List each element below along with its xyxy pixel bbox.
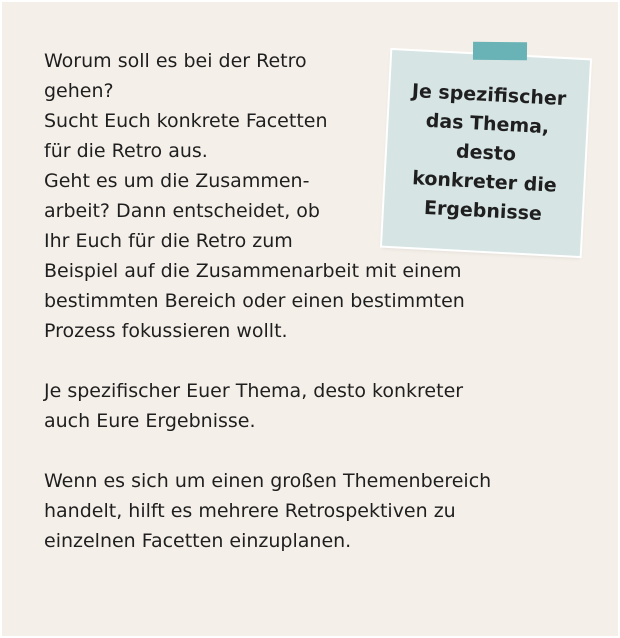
text-line: Wenn es sich um einen großen Themenbereich (44, 470, 492, 492)
text-line: gehen? (44, 80, 114, 102)
text-line: Worum soll es bei der Retro (44, 50, 307, 72)
text-line: Prozess fokussieren wollt. (44, 320, 288, 342)
text-line: Sucht Euch konkrete Facetten (44, 110, 328, 132)
text-line: Ihr Euch für die Retro zum (44, 230, 293, 252)
paragraph-gap (44, 436, 584, 466)
sticky-note-text (383, 76, 588, 231)
sticky-note-line: desto (455, 140, 517, 166)
sticky-note-line: konkreter die (411, 167, 558, 197)
sticky-note-line: Ergebnisse (423, 196, 543, 225)
text-line: Geht es um die Zusammen- (44, 170, 310, 192)
text-line: auch Eure Ergebnisse. (44, 410, 256, 432)
text-line: Beispiel auf die Zusammenarbeit mit einem (44, 260, 462, 282)
sticky-note-line: das Thema, (425, 109, 550, 139)
sticky-note (382, 50, 590, 256)
text-line: arbeit? Dann entscheidet, ob (44, 200, 320, 222)
text-line: bestimmten Bereich oder einen bestimmten (44, 290, 465, 312)
text-line: für die Retro aus. (44, 140, 208, 162)
sticky-note-line: Je spezifischer (411, 80, 567, 111)
text-line: handelt, hilft es mehrere Retrospektiven zu (44, 500, 456, 522)
text-line: Je spezifischer Euer Thema, desto konkreter (44, 380, 464, 402)
paragraph-gap (44, 346, 584, 376)
tape-strip (473, 42, 527, 60)
text-line: einzelnen Facetten einzuplanen. (44, 530, 352, 552)
